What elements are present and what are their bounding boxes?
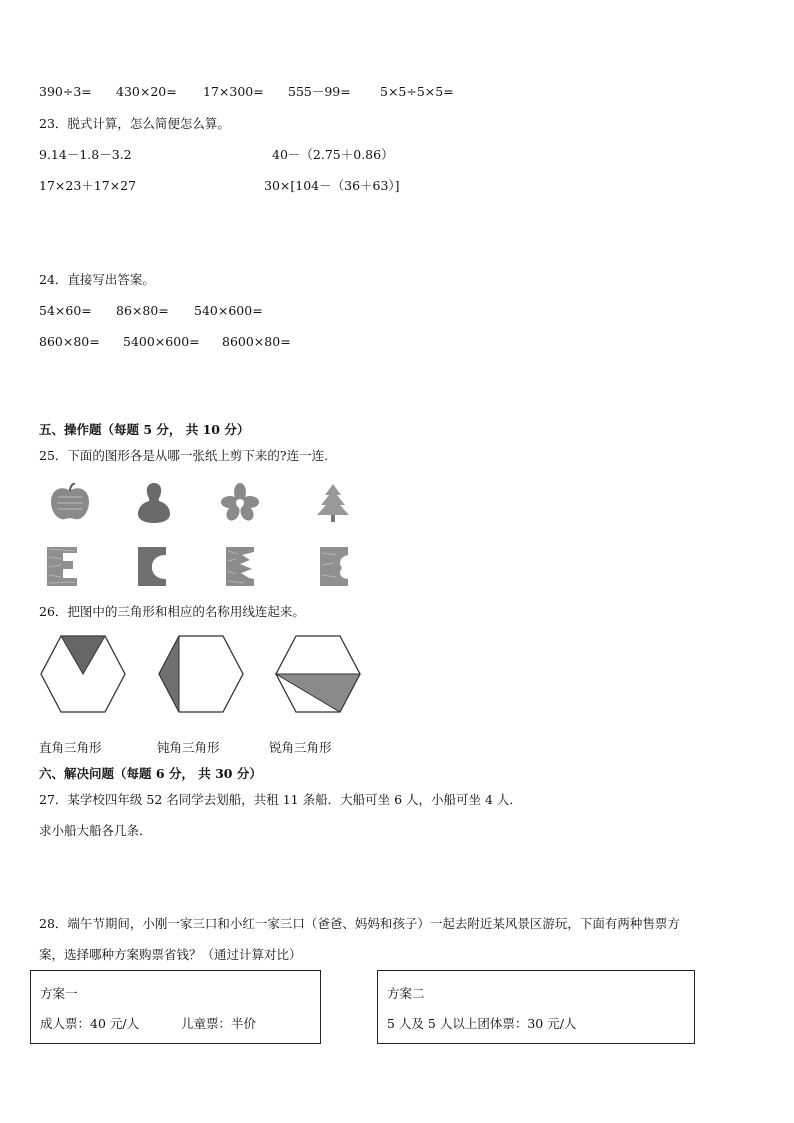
q23-item-4: 30×[104－（36＋63）] xyxy=(264,178,400,193)
q27-line-1: 27．某学校四年级 52 名同学去划船，共租 11 条船．大船可坐 6 人，小船可坐 4 人． xyxy=(39,792,522,807)
plan-one-adult: 成人票：40 元/人 xyxy=(40,1016,140,1031)
tree-icon xyxy=(314,483,352,523)
label-obtuse-triangle: 钝角三角形 xyxy=(157,740,220,755)
cut-paper-zigzag-icon xyxy=(224,545,256,588)
plan-one-child: 儿童票：半价 xyxy=(181,1016,257,1031)
q24-r1-1: 54×60= xyxy=(39,303,92,318)
section5-heading: 五、操作题（每题 5 分， 共 10 分） xyxy=(39,422,250,437)
q28-line-1: 28．端午节期间，小刚一家三口和小红一家三口（爸爸、妈妈和孩子）一起去附近某风景区游玩，下面有两种售票方 xyxy=(39,916,680,931)
plan-two-group: 5 人及 5 人以上团体票：30 元/人 xyxy=(387,1016,577,1031)
cut-paper-c-icon xyxy=(136,545,168,588)
q23-item-2: 40－（2.75＋0.86） xyxy=(272,147,394,162)
q24-r1-3: 540×600= xyxy=(194,303,263,318)
calc-item-3: 17×300= xyxy=(203,84,264,99)
q28-line-2: 案，选择哪种方案购票省钱？（通过计算对比） xyxy=(39,947,302,962)
hexagon-figure-1 xyxy=(38,634,128,714)
q27-line-2: 求小船大船各几条． xyxy=(39,823,152,838)
plan-one-name: 方案一 xyxy=(40,986,78,1001)
hexagon-figure-3 xyxy=(273,634,363,714)
label-acute-triangle: 锐角三角形 xyxy=(269,740,332,755)
label-right-triangle: 直角三角形 xyxy=(39,740,102,755)
apple-icon xyxy=(48,483,92,523)
section6-heading: 六、解决问题（每题 6 分， 共 30 分） xyxy=(39,766,262,781)
q24-r2-2: 5400×600= xyxy=(123,334,200,349)
q23-title: 23．脱式计算，怎么简便怎么算。 xyxy=(39,116,230,131)
q25-title: 25．下面的图形各是从哪一张纸上剪下来的?连一连. xyxy=(39,448,329,463)
q23-item-1: 9.14－1.8－3.2 xyxy=(39,147,132,162)
q24-r1-2: 86×80= xyxy=(116,303,169,318)
calc-item-4: 555－99= xyxy=(288,84,351,99)
plan-two-name: 方案二 xyxy=(387,986,425,1001)
plan-two-box xyxy=(377,970,695,1044)
q24-title: 24．直接写出答案。 xyxy=(39,272,155,287)
q24-r2-3: 8600×80= xyxy=(222,334,291,349)
cut-paper-e-icon xyxy=(45,545,79,588)
hexagon-figure-2 xyxy=(156,634,246,714)
q26-title: 26．把图中的三角形和相应的名称用线连起来。 xyxy=(39,604,305,619)
calc-item-1: 390÷3= xyxy=(39,84,92,99)
plan-one-box xyxy=(30,970,321,1044)
q23-item-3: 17×23＋17×27 xyxy=(39,178,137,193)
calc-item-5: 5×5÷5×5= xyxy=(380,84,454,99)
gourd-icon xyxy=(136,482,172,524)
q24-r2-1: 860×80= xyxy=(39,334,100,349)
calc-item-2: 430×20= xyxy=(116,84,177,99)
cut-paper-notch-icon xyxy=(318,545,350,588)
flower-icon xyxy=(220,482,260,522)
